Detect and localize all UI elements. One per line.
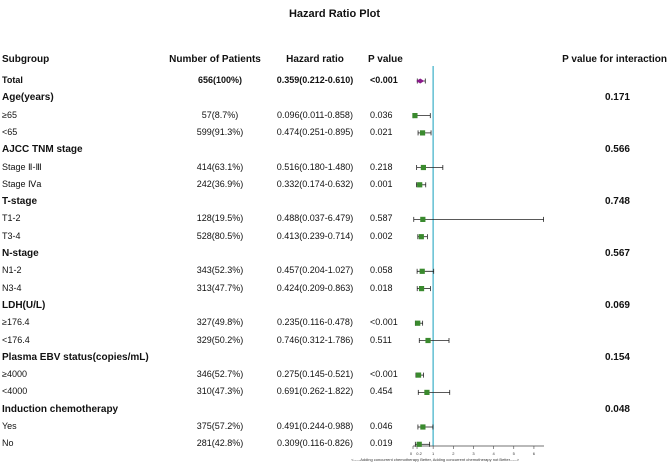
hazard-ratio-value: 0.516(0.180-1.480) xyxy=(276,161,354,172)
p-value: 0.454 xyxy=(370,386,393,397)
x-tick-label: 4 xyxy=(492,451,495,456)
hazard-ratio-value: 0.235(0.116-0.478) xyxy=(277,317,353,328)
p-interaction-value: 0.748 xyxy=(604,196,630,208)
p-interaction-value: 0.154 xyxy=(604,351,630,363)
p-value: 0.001 xyxy=(370,178,393,189)
hazard-ratio-value: 0.746(0.312-1.786) xyxy=(276,334,354,345)
subgroup-label: T1-2 xyxy=(2,213,21,224)
hazard-ratio-value: 0.424(0.209-0.863) xyxy=(276,282,354,293)
hazard-ratio-value: 0.488(0.037-6.479) xyxy=(276,213,354,224)
subgroup-label: ≥65 xyxy=(2,109,17,120)
hazard-ratio-value: 0.096(0.011-0.858) xyxy=(277,109,353,120)
patients-header: Number of Patients xyxy=(169,54,261,65)
hazard-ratio-value: 0.359(0.212-0.610) xyxy=(276,75,354,85)
patient-count: 599(91.3%) xyxy=(196,126,244,137)
group-label: N-stage xyxy=(2,248,39,259)
group-label: T-stage xyxy=(2,196,38,208)
p-value: 0.511 xyxy=(370,334,392,345)
p-value: 0.018 xyxy=(370,282,393,293)
hazard-ratio-value: 0.474(0.251-0.895) xyxy=(276,126,354,137)
p-value: 0.058 xyxy=(370,265,393,276)
patient-count: 281(42.8%) xyxy=(196,438,244,449)
subgroup-label: ≥176.4 xyxy=(2,317,30,328)
p-value: 0.046 xyxy=(370,421,393,431)
p-interaction-value: 0.048 xyxy=(604,403,630,415)
subgroup-label: ≥4000 xyxy=(2,369,27,380)
group-label: Induction chemotherapy xyxy=(2,403,119,415)
hazard-ratio-value: 0.332(0.174-0.632) xyxy=(276,178,354,189)
hazard-ratio-marker xyxy=(420,269,425,274)
x-axis-label: <-----Adding concurrent chemotherapy Better, Adding concurrent chemotherapy not Better-----> xyxy=(351,457,520,462)
hazard-ratio-marker xyxy=(420,130,425,135)
patient-count: 327(49.8%) xyxy=(196,317,244,328)
p-interaction-value: 0.171 xyxy=(604,92,630,104)
patient-count: 57(8.7%) xyxy=(201,109,239,120)
patient-count: 242(36.9%) xyxy=(196,178,244,189)
group-label: LDH(U/L) xyxy=(2,299,46,311)
hazard-ratio-marker xyxy=(421,165,426,170)
subgroup-label: N3-4 xyxy=(2,282,22,293)
hazard-ratio-header: Hazard ratio xyxy=(286,54,344,65)
hazard-ratio-marker xyxy=(417,182,422,187)
subgroup-header: Subgroup xyxy=(2,54,50,65)
patient-count: 310(47.3%) xyxy=(196,386,244,397)
p-value: <0.001 xyxy=(370,75,398,85)
p-value: <0.001 xyxy=(370,369,398,380)
subgroup-label: <176.4 xyxy=(2,334,30,345)
patient-count: 414(63.1%) xyxy=(196,161,244,172)
hazard-ratio-value: 0.309(0.116-0.826) xyxy=(277,438,353,449)
hazard-ratio-marker xyxy=(420,424,425,429)
p-value: <0.001 xyxy=(370,317,398,328)
patient-count: 656(100%) xyxy=(197,75,243,85)
hazard-ratio-marker xyxy=(415,321,420,326)
hazard-ratio-value: 0.691(0.262-1.822) xyxy=(276,386,354,397)
x-tick-label: 2 xyxy=(452,451,455,456)
patient-count: 128(19.5%) xyxy=(196,213,244,224)
p-interaction-value: 0.069 xyxy=(604,299,630,311)
x-tick-label: 6 xyxy=(532,451,536,456)
x-tick-label: 1 xyxy=(432,451,435,456)
p-value: 0.021 xyxy=(370,126,393,137)
subgroup-label: <65 xyxy=(2,126,18,137)
patient-count: 528(80.5%) xyxy=(196,230,244,241)
p-value: 0.002 xyxy=(370,230,393,241)
hazard-ratio-marker xyxy=(419,234,424,239)
p-value: 0.218 xyxy=(370,161,393,172)
patient-count: 313(47.7%) xyxy=(196,282,244,293)
hazard-ratio-marker xyxy=(420,217,425,222)
group-label: Plasma EBV status(copies/mL) xyxy=(2,351,149,363)
hazard-ratio-marker xyxy=(417,442,422,447)
group-label: AJCC TNM stage xyxy=(2,144,83,156)
hazard-ratio-marker xyxy=(416,373,421,378)
patient-count: 346(52.7%) xyxy=(196,369,244,380)
subgroup-label: No xyxy=(2,438,14,449)
subgroup-label: Yes xyxy=(2,421,17,431)
p-value: 0.587 xyxy=(370,213,393,224)
p-interaction-value: 0.566 xyxy=(604,144,630,156)
hazard-ratio-value: 0.457(0.204-1.027) xyxy=(276,265,354,276)
patient-count: 329(50.2%) xyxy=(196,334,244,345)
p-interaction-value: 0.567 xyxy=(604,248,630,259)
p-value: 0.019 xyxy=(370,438,393,449)
x-tick-label: 3 xyxy=(472,451,475,456)
subgroup-label: N1-2 xyxy=(2,265,22,276)
x-tick-label: 0.2 xyxy=(416,451,422,456)
group-label: Age(years) xyxy=(2,92,54,104)
p-value-header: P value xyxy=(368,54,403,65)
hazard-ratio-value: 0.413(0.239-0.714) xyxy=(276,230,354,241)
x-tick-label: 5 xyxy=(512,451,515,456)
p-value: 0.036 xyxy=(370,109,393,120)
subgroup-label: Stage Ⅱ-Ⅲ xyxy=(2,161,42,172)
subgroup-label: Total xyxy=(2,75,23,85)
hazard-ratio-value: 0.275(0.145-0.521) xyxy=(276,369,354,380)
hazard-ratio-marker xyxy=(425,338,430,343)
hazard-ratio-marker xyxy=(419,286,424,291)
subgroup-label: <4000 xyxy=(2,386,28,397)
x-tick-label: 0 xyxy=(409,451,413,456)
hazard-ratio-marker xyxy=(412,113,417,118)
patient-count: 343(52.3%) xyxy=(196,265,244,276)
p-interaction-header: P value for interaction xyxy=(562,54,667,65)
hazard-ratio-value: 0.491(0.244-0.988) xyxy=(276,421,354,431)
chart-title: Hazard Ratio Plot xyxy=(288,8,381,20)
patient-count: 375(57.2%) xyxy=(196,421,244,431)
hazard-ratio-marker xyxy=(424,390,429,395)
subgroup-label: T3-4 xyxy=(2,230,21,241)
subgroup-label: Stage Ⅳa xyxy=(2,178,42,189)
